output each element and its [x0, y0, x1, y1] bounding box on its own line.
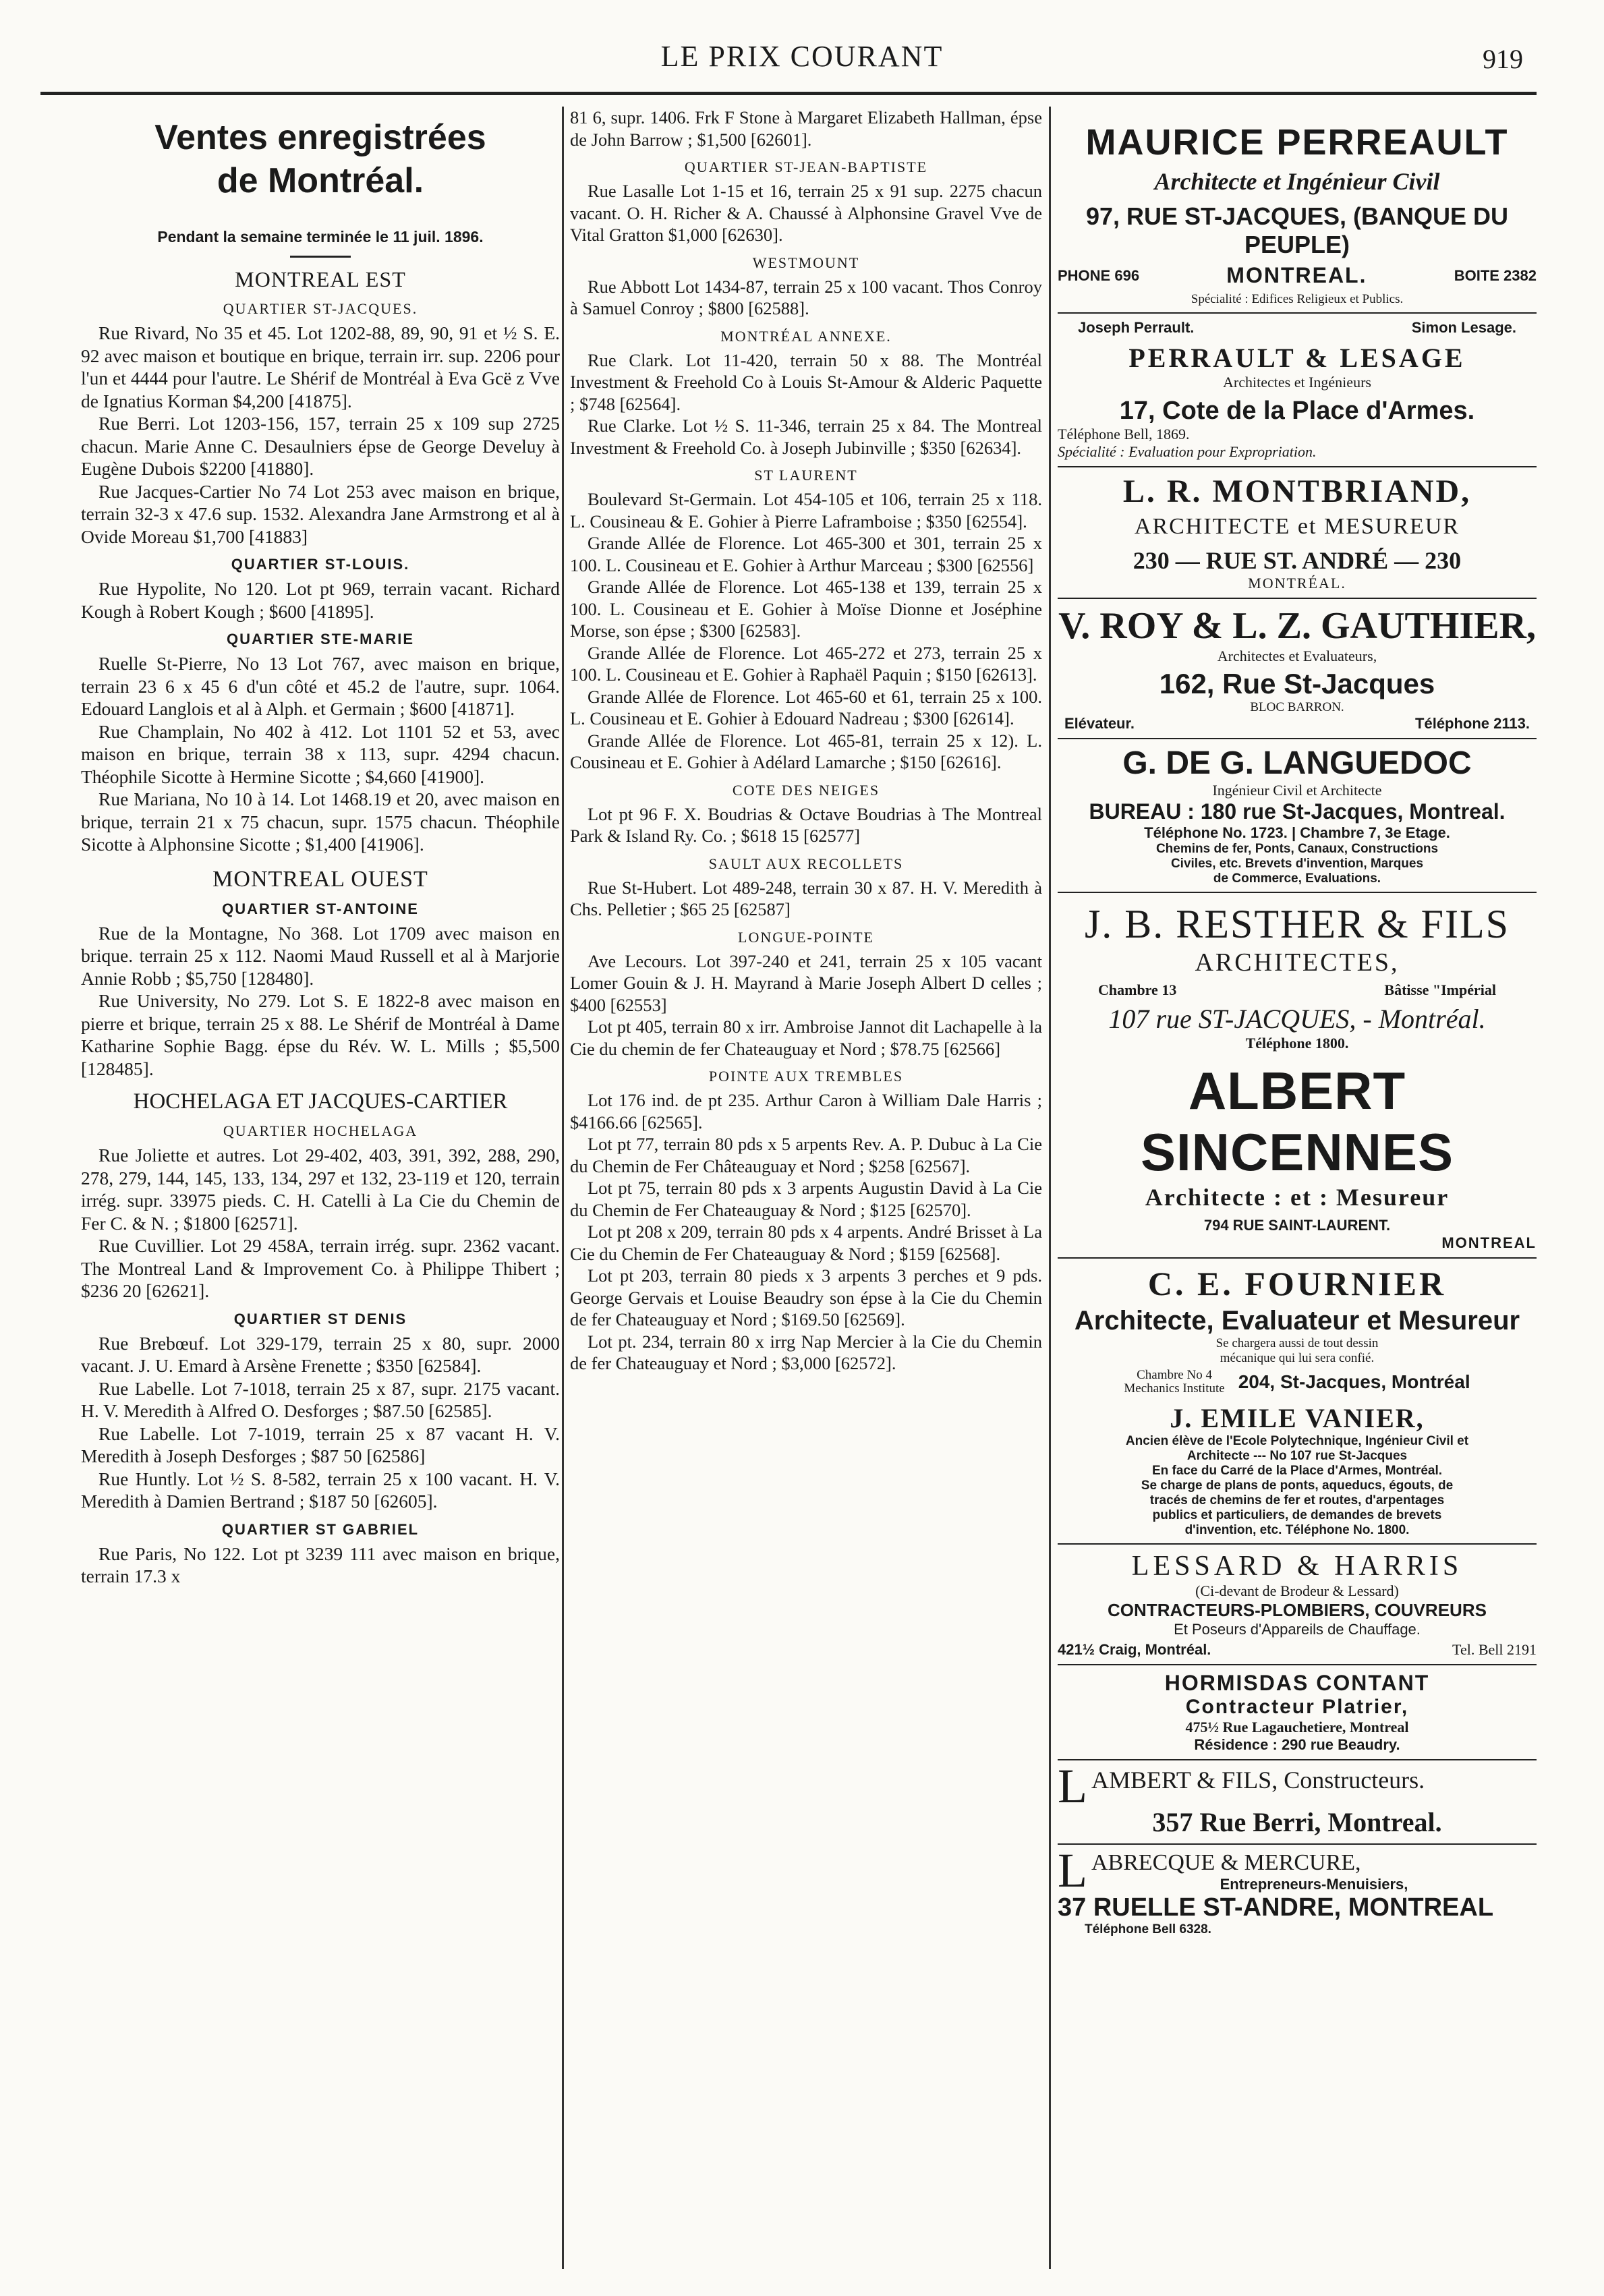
ad-speciality: Chemins de fer, Ponts, Canaux, Constructions — [1155, 842, 1439, 856]
sale-entry: Rue Labelle. Lot 7-1019, terrain 25 x 87 vacant H. V. Meredith à Joseph Desforges ; $87 50 [62586] — [81, 1423, 560, 1466]
ad-lambert — [1058, 1759, 1537, 1838]
ad-speciality: de Commerce, Evaluations. — [1213, 871, 1381, 886]
ad-divider — [1058, 738, 1537, 739]
ad-speciality: Spécialité : Edifices Religieux et Publics. — [1191, 292, 1404, 306]
ad-line: publics et particuliers, de demandes de brevets — [1152, 1508, 1442, 1522]
sale-list — [81, 1543, 560, 1588]
sale-entry: Rue Brebœuf. Lot 329-179, terrain 25 x 80, supr. 2000 vacant. J. U. Emard à Arsène Frenette ; $350 [62584]. — [81, 1332, 560, 1376]
region-heading: HOCHELAGA ET JACQUES-CARTIER — [133, 1089, 508, 1114]
sale-entry: Lot pt 405, terrain 80 x irr. Ambroise Jannot dit Lachapelle à la Cie du chemin de fer Chateauguay et Nord ; $78.75 [62566] — [570, 1016, 1042, 1059]
ad-box: BOITE 2382 — [1454, 266, 1537, 284]
sale-entry: Lot pt. 234, terrain 80 x irrg Nap Mercier à la Cie du Chemin de fer Chateauguay et Nord ; $3,000 [62572]. — [570, 1331, 1042, 1373]
ad-chamber: Mechanics Institute — [1124, 1381, 1225, 1396]
sale-entry: Rue Clark. Lot 11-420, terrain 50 x 88. The Montréal Investment & Freehold Co à Louis St-Amour & Alderic Paquette ; $748 [62564]. — [570, 349, 1042, 414]
ad-divider — [1058, 312, 1537, 314]
page-header — [0, 0, 1604, 101]
quartier-heading: QUARTIER STE-MARIE — [227, 631, 414, 648]
ad-name: PERRAULT & LESAGE — [1128, 343, 1466, 373]
sale-list — [81, 1144, 560, 1302]
quartier-heading: COTE DES NEIGES — [732, 781, 880, 799]
ad-bloc: BLOC BARRON. — [1250, 700, 1344, 714]
ad-name: J. EMILE VANIER, — [1170, 1403, 1425, 1433]
sale-entry: Rue Rivard, No 35 et 45. Lot 1202-88, 89, 90, 91 et ½ S. E. 92 avec maison et boutique en brique, terrain irr. sup. 2206 pour l'un et 4444 pour l'autre. Le Shérif de Montréal à Eva Gcë z Vve de Ignatius Korman $4,200 [41875]. — [81, 322, 560, 411]
sale-entry: Lot pt 208 x 209, terrain 80 pds x 4 arpents. André Brisset à La Cie du Chemin de Fer Chateauguay & Nord ; $159 [62568]. — [570, 1222, 1042, 1264]
ad-phone: Téléphone No. 1723. | Chambre 7, 3e Etage. — [1144, 824, 1450, 841]
title-line: de Montréal. — [217, 161, 424, 200]
ad-line: Se charge de plans de ponts, aqueducs, égouts, de — [1141, 1479, 1454, 1493]
drop-cap: L — [1058, 1843, 1087, 1897]
ad-divider — [1058, 1664, 1537, 1665]
ad-address: 17, Cote de la Place d'Armes. — [1119, 397, 1475, 425]
ad-divider — [1058, 466, 1537, 467]
ad-speciality: Civiles, etc. Brevets d'invention, Marques — [1170, 857, 1424, 871]
sale-entry: Rue Abbott Lot 1434-87, terrain 25 x 100 vacant. Thos Conroy à Samuel Conroy ; $800 [62588]. — [570, 276, 1042, 318]
sale-list — [81, 922, 560, 1081]
quartier-heading: QUARTIER ST-JEAN-BAPTISTE — [684, 159, 928, 175]
ad-room: Chambre 13 — [1098, 981, 1177, 998]
ad-title: Ingénieur Civil et Architecte — [1212, 782, 1382, 799]
sale-entry: Lot pt 75, terrain 80 pds x 3 arpents Augustin David à La Cie du Chemin de Fer Chateauguay & Nord ; $125 [62570]. — [570, 1178, 1042, 1220]
quartier-heading: QUARTIER ST-ANTOINE — [222, 900, 419, 917]
sale-entry: Rue Paris, No 122. Lot pt 3239 111 avec maison en brique, terrain 17.3 x — [81, 1543, 560, 1586]
ad-speciality: Spécialité : Evaluation pour Expropriation. — [1058, 443, 1317, 460]
ad-phone: Tel. Bell 2191 — [1452, 1641, 1537, 1658]
sales-column-middle — [570, 107, 1042, 2269]
ad-name: L. R. MONTBRIAND, — [1122, 473, 1472, 509]
quartier-heading: QUARTIER ST-LOUIS. — [231, 556, 410, 573]
sale-entry: Lot pt 96 F. X. Boudrias & Octave Boudrias à The Montreal Park & Island Ry. Co. ; $618 15 [62577] — [570, 803, 1042, 846]
ad-phone: Téléphone Bell 6328. — [1085, 1922, 1211, 1936]
ad-address: 230 — RUE ST. ANDRÉ — 230 — [1133, 547, 1462, 574]
week-line: Pendant la semaine terminée le 11 juil. 1896. — [157, 228, 484, 246]
ad-resther — [1058, 901, 1537, 1052]
sale-entry: Rue de la Montagne, No 368. Lot 1709 avec maison en brique. terrain 25 x 112. Naomi Maud Russell et al à Marjorie Annie Robb ; $5,750 [128480]. — [81, 922, 560, 989]
sale-entry: Ave Lecours. Lot 397-240 et 241, terrain 25 x 105 vacant Lomer Gouin & J. H. Mayrand à Marie Joseph Albert D celles ; $400 [62553] — [570, 950, 1042, 1015]
ad-title: Architectes et Ingénieurs — [1223, 374, 1371, 391]
quartier-heading: LONGUE-POINTE — [738, 928, 874, 946]
section-title — [81, 116, 560, 202]
ad-perreault — [1058, 121, 1537, 307]
sale-entry: Grande Allée de Florence. Lot 465-272 et 273, terrain 25 x 100. L. Cousineau et E. Gohier à Raphaël Paquin ; $150 [62613]. — [570, 642, 1042, 685]
sale-list — [81, 1332, 560, 1513]
ad-fournier — [1058, 1264, 1537, 1396]
header-rule — [40, 92, 1537, 95]
sale-list — [81, 322, 560, 548]
ad-address: BUREAU : 180 rue St-Jacques, Montreal. — [1089, 799, 1506, 824]
partner-name: Simon Lesage. — [1411, 319, 1516, 336]
drop-cap: L — [1058, 1759, 1087, 1813]
sale-entry: Grande Allée de Florence. Lot 465-300 et 301, terrain 25 x 100. L. Cousineau et E. Gohier à Arthur Marceau ; $300 [62556] — [570, 533, 1042, 575]
column-divider — [562, 107, 564, 2269]
divider — [290, 256, 351, 258]
sale-entry: Rue Berri. Lot 1203-156, 157, terrain 25 x 109 sup 2725 chacun. Marie Anne C. Desaulniers épse de George Develuy à Eugène Dubois $2200 [41880]. — [81, 413, 560, 479]
ad-divider — [1058, 598, 1537, 599]
ad-address: 357 Rue Berri, Montreal. — [1152, 1807, 1442, 1837]
ad-address: 107 rue ST-JACQUES, - Montréal. — [1108, 1004, 1486, 1034]
middle-sections — [570, 159, 1042, 1375]
ad-perrault-lesage — [1058, 319, 1537, 461]
quartier-heading: ST LAURENT — [754, 467, 858, 484]
ad-divider — [1058, 892, 1537, 893]
quartier-heading: QUARTIER HOCHELAGA — [223, 1122, 418, 1139]
sale-entry: Rue St-Hubert. Lot 489-248, terrain 30 x 87. H. V. Meredith à Chs. Pelletier ; $65 25 [62587] — [570, 877, 1042, 919]
ad-elevator: Elévateur. — [1064, 715, 1135, 732]
sale-entry: Lot pt 203, terrain 80 pieds x 3 arpents 3 perches et 9 pds. George Gervais et Louise Beaudry son épse à la Cie du Chemin de fer Chateauguay et Nord ; $169.50 [62569]. — [570, 1265, 1042, 1329]
ad-divider — [1058, 1843, 1537, 1845]
ad-line: Architecte --- No 107 rue St-Jacques — [1186, 1449, 1408, 1463]
sale-entry: Rue Huntly. Lot ½ S. 8-582, terrain 25 x 100 vacant. H. V. Meredith à Damien Bertrand ; $187 50 [62605]. — [81, 1468, 560, 1512]
ad-address: 162, Rue St-Jacques — [1159, 668, 1435, 699]
sale-entry: Grande Allée de Florence. Lot 465-138 et 139, terrain 25 x 100. L. Cousineau et E. Gohier à Moïse Dionne et Joséphine Morse, son épse ; $300 [62583]. — [570, 577, 1042, 641]
ad-address: 794 RUE SAINT-LAURENT. — [1203, 1217, 1391, 1234]
ad-chamber: Chambre No 4 — [1137, 1368, 1212, 1382]
ad-name: C. E. FOURNIER — [1147, 1265, 1447, 1302]
ad-roy-gauthier — [1058, 604, 1537, 733]
quartier-heading: SAULT AUX RECOLLETS — [708, 855, 904, 872]
ad-address: 421½ Craig, Montréal. — [1058, 1641, 1211, 1658]
sale-list — [81, 577, 560, 623]
sale-entry: Rue Lasalle Lot 1-15 et 16, terrain 25 x 91 sup. 2275 chacun vacant. O. H. Richer & A. Chaussé à Alphonsine Gravel Vve de Vital Gratton $1,000 [62630]. — [570, 181, 1042, 245]
ad-name: J. B. RESTHER & FILS — [1084, 902, 1510, 946]
sale-entry: Lot 176 ind. de pt 235. Arthur Caron à William Dale Harris ; $4166.66 [62565]. — [570, 1090, 1042, 1132]
quartier-heading: QUARTIER ST DENIS — [233, 1310, 407, 1327]
ad-name: ALBERT SINCENNES — [1140, 1061, 1454, 1182]
sale-entry: Rue Jacques-Cartier No 74 Lot 253 avec maison en brique, terrain 32-3 x 47.6 sup. 1532. Alexandra Jane Armstrong et al à Ovide Moreau $1,700 [41883] — [81, 480, 560, 547]
ad-title: Contracteur Platrier, — [1185, 1696, 1409, 1718]
running-title: LE PRIX COURANT — [660, 40, 944, 73]
ad-note: Se chargera aussi de tout dessin — [1215, 1336, 1379, 1350]
partner-name: Joseph Perrault. — [1078, 319, 1195, 336]
ad-contant — [1058, 1671, 1537, 1754]
ad-divider — [1058, 1759, 1537, 1760]
ad-title: ARCHITECTES, — [1195, 948, 1400, 977]
ad-note: mécanique qui lui sera confié. — [1220, 1351, 1375, 1365]
ad-languedoc — [1058, 745, 1537, 886]
ad-address: 97, RUE ST-JACQUES, (BANQUE DU PEUPLE) — [1085, 202, 1509, 258]
ad-name: LESSARD & HARRIS — [1131, 1551, 1463, 1582]
ad-address: 37 RUELLE ST-ANDRE, MONTREAL — [1058, 1893, 1494, 1922]
sale-entry: Rue Labelle. Lot 7-1018, terrain 25 x 87, supr. 2175 vacant. H. V. Meredith à Alfred O. Desforges ; $87.50 [62585]. — [81, 1377, 560, 1421]
ad-line: Ancien élève de l'Ecole Polytechnique, Ingénieur Civil et — [1125, 1434, 1469, 1448]
sale-entry: Rue Clarke. Lot ½ S. 11-346, terrain 25 x 84. The Montreal Investment & Freehold Co. à Joseph Jubinville ; $350 [62634]. — [570, 415, 1042, 458]
sale-entry: Rue University, No 279. Lot S. E 1822-8 avec maison en pierre et brique, terrain 25 x 88. Le Shérif de Montréal à Dame Katharine Sophie Bagg. épse du Rév. W. L. Mills ; $5,500 [128485]. — [81, 990, 560, 1079]
ad-subtitle: Et Poseurs d'Appareils de Chauffage. — [1174, 1621, 1421, 1638]
ad-title: Entrepreneurs-Menuisiers, — [1220, 1876, 1408, 1893]
ad-vanier — [1058, 1402, 1537, 1538]
sale-entry: 81 6, supr. 1406. Frk F Stone à Margaret Elizabeth Hallman, épse de John Barrow ; $1,500 [62601]. — [570, 107, 1042, 150]
title-line: Ventes enregistrées — [154, 118, 486, 157]
sale-entry: Grande Allée de Florence. Lot 465-81, terrain 25 x 12). L. Cousineau et E. Gohier à Adélard Lamarche ; $150 [62616]. — [570, 730, 1042, 772]
ad-line: tracés de chemins de fer et routes, d'arpentages — [1149, 1493, 1445, 1508]
sale-entry: Rue Joliette et autres. Lot 29-402, 403, 391, 392, 288, 290, 278, 279, 144, 145, 133, 134, 297 et 132, 23-119 et 120, terrain irrég. supr. 33975 pieds. C. H. Catelli à La Cie du Chemin de Fer C. & N. ; $1800 [62571]. — [81, 1145, 560, 1234]
ad-divider — [1058, 1257, 1537, 1259]
ad-title: Architecte et Ingénieur Civil — [1154, 168, 1440, 195]
ad-title: Architecte : et : Mesureur — [1145, 1184, 1450, 1211]
ad-building: Bâtisse "Impérial — [1384, 981, 1496, 998]
ad-name: MAURICE PERREAULT — [1085, 122, 1509, 163]
ad-former-name: (Ci-devant de Brodeur & Lessard) — [1195, 1582, 1399, 1599]
advertisements-column — [1058, 107, 1537, 2269]
ad-address: 204, St-Jacques, Montréal — [1238, 1371, 1470, 1392]
ad-title: CONTRACTEURS-PLOMBIERS, COUVREURS — [1108, 1600, 1487, 1620]
ad-title: Architectes et Evaluateurs, — [1217, 648, 1377, 664]
ad-title: ARCHITECTE et MESUREUR — [1134, 514, 1460, 539]
ad-montbriand — [1058, 473, 1537, 592]
ad-name: HORMISDAS CONTANT — [1164, 1671, 1430, 1695]
ad-title: Architecte, Evaluateur et Mesureur — [1074, 1306, 1520, 1336]
quartier-heading: QUARTIER ST GABRIEL — [221, 1520, 420, 1538]
ad-phone: Téléphone Bell, 1869. — [1058, 426, 1190, 442]
sales-column-left — [81, 107, 560, 2269]
quartier-heading: WESTMOUNT — [752, 254, 860, 271]
ad-labrecque — [1058, 1843, 1537, 1937]
ad-name: V. ROY & L. Z. GAUTHIER, — [1058, 605, 1536, 647]
ad-city: MONTRÉAL. — [1248, 575, 1346, 592]
ad-city: MONTREAL. — [1226, 263, 1367, 287]
sale-entry: Rue Hypolite, No 120. Lot pt 969, terrain vacant. Richard Kough à Robert Kough ; $600 [41895]. — [81, 578, 560, 622]
sale-entry: Rue Mariana, No 10 à 14. Lot 1468.19 et 20, avec maison en brique, terrain 21 x 75 chacun, supr. 1575 chacun. Théophile Sicotte à Alphonsine Sicotte ; $1,400 [41906]. — [81, 788, 560, 855]
ad-address: 475½ Rue Lagauchetiere, Montreal — [1185, 1719, 1409, 1735]
sale-entry: Ruelle St-Pierre, No 13 Lot 767, avec maison en brique, terrain 23 6 x 45 6 d'un côté et 45.2 de l'autre, supr. 1064. Edouard Langlois et al à Alph. et Germain ; $600 [41871]. — [81, 653, 560, 719]
ad-residence: Résidence : 290 rue Beaudry. — [1194, 1736, 1400, 1753]
quartier-heading: MONTRÉAL ANNEXE. — [720, 327, 892, 345]
ad-line: d'invention, etc. Téléphone No. 1800. — [1184, 1523, 1410, 1537]
ad-name: G. DE G. LANGUEDOC — [1122, 745, 1472, 781]
ad-name: AMBERT & FILS, Constructeurs. — [1091, 1767, 1425, 1793]
region-heading: MONTREAL EST — [235, 267, 406, 291]
ad-name: ABRECQUE & MERCURE, — [1091, 1850, 1361, 1875]
sale-entry: Rue Champlain, No 402 à 412. Lot 1101 52 et 53, avec maison en brique, terrain 38 x 113, supr. 4294 chacun. Théophile Sicotte à Hermine Sicotte ; $4,660 [41900]. — [81, 720, 560, 787]
ad-city: MONTREAL — [1441, 1234, 1537, 1251]
ad-lessard-harris — [1058, 1550, 1537, 1659]
ad-phone: Téléphone 1800. — [1245, 1035, 1349, 1052]
quartier-heading: QUARTIER ST-JACQUES. — [223, 300, 418, 317]
sale-entry: Boulevard St-Germain. Lot 454-105 et 106, terrain 25 x 118. L. Cousineau & E. Gohier à Pierre Laframboise ; $350 [62554]. — [570, 489, 1042, 532]
sale-entry: Lot pt 77, terrain 80 pds x 5 arpents Rev. A. P. Dubuc à La Cie du Chemin de Fer Châteauguay et Nord ; $258 [62567]. — [570, 1134, 1042, 1176]
sale-entry: Grande Allée de Florence. Lot 465-60 et 61, terrain 25 x 100. L. Cousineau et E. Gohier à Edouard Nadreau ; $300 [62614]. — [570, 686, 1042, 728]
ad-phone: Téléphone 2113. — [1415, 715, 1530, 732]
ad-divider — [1058, 1543, 1537, 1545]
ad-sincennes — [1058, 1060, 1537, 1252]
sale-entry: Rue Cuvillier. Lot 29 458A, terrain irrég. supr. 2362 vacant. The Montreal Land & Improvement Co. à Philippe Thibert ; $236 20 [62621]. — [81, 1235, 560, 1301]
quartier-heading: POINTE AUX TREMBLES — [708, 1068, 904, 1085]
column-divider — [1049, 107, 1051, 2269]
region-heading: MONTREAL OUEST — [212, 866, 428, 892]
sale-list — [81, 652, 560, 856]
ad-line: En face du Carré de la Place d'Armes, Montréal. — [1151, 1464, 1443, 1478]
ad-phone: PHONE 696 — [1058, 266, 1140, 284]
page-number: 919 — [1483, 44, 1523, 74]
